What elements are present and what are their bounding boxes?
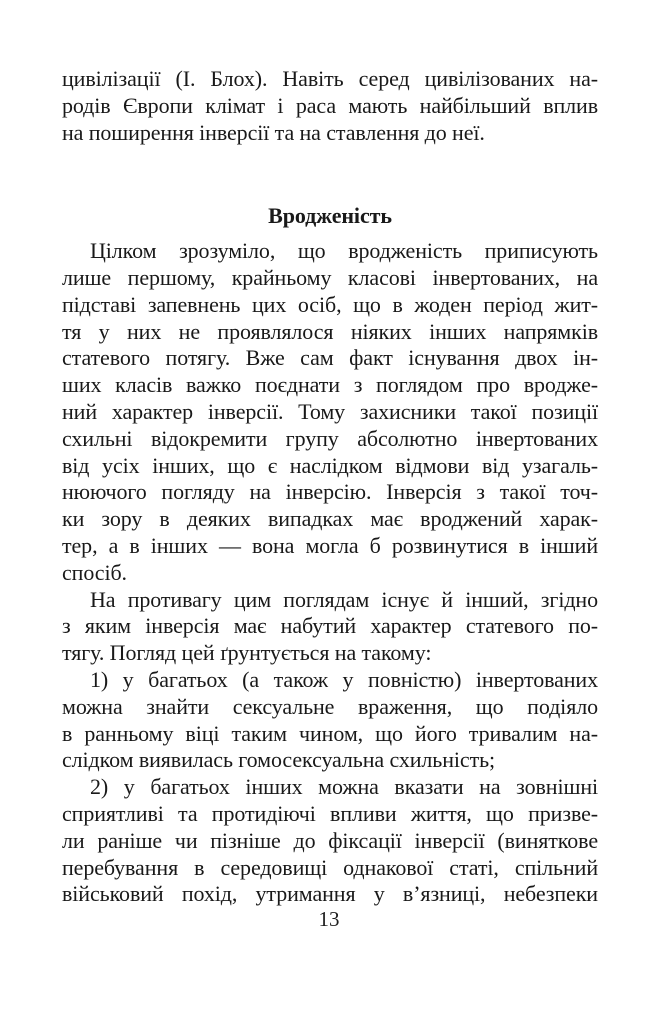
text-line: тягу. Погляд цей ґрунтується на такому: (62, 640, 432, 666)
text-line: можна знайти сексуальне враження, що подіяло (62, 693, 598, 719)
paragraph-innateness-first-class (62, 238, 598, 586)
text-line: лише першому, крайньому класові інвертованих, на (62, 264, 598, 290)
text-line: родів Європи клімат і раса мають найбільший вплив (62, 92, 598, 118)
text-line: спосіб. (62, 559, 127, 585)
paragraph-climate-continuation (62, 66, 598, 146)
text-line: слідком виявилась гомосексуальна схильність; (62, 747, 496, 773)
text-line: ших класів важко поєднати з поглядом про вродже- (62, 372, 598, 398)
text-line: 1) у багатьох (а також у повністю) інвертованих (90, 666, 598, 692)
list-item-2-external-influences (62, 774, 598, 908)
text-line: Цілком зрозуміло, що вродженість приписують (90, 238, 598, 264)
text-line: статевого потягу. Вже сам факт існування двох ін- (62, 345, 598, 371)
text-line: сприятливі та протидіючі впливи життя, що призве- (62, 800, 598, 826)
text-line: На противагу цим поглядам існує й інший, згідно (90, 586, 598, 612)
text-line: військовий похід, утримання у в’язниці, небезпеки (62, 881, 598, 907)
text-line: з яким інверсія має набутий характер статевого по- (62, 613, 598, 639)
page-number: 13 (318, 907, 340, 931)
text-line: ли раніше чи пізніше до фіксації інверсії (виняткове (62, 827, 598, 853)
text-line: ки зору в деяких випадках має вроджений харак- (62, 506, 598, 532)
text-line: схильні відокремити групу абсолютно інвертованих (62, 425, 598, 451)
text-line: цивілізації (І. Блох). Навіть серед цивілізованих на- (62, 66, 598, 91)
text-block (62, 66, 598, 908)
text-line: тя у них не проявлялося ніяких інших напрямків (62, 318, 598, 344)
text-line: на поширення інверсії та на ставлення до неї. (62, 119, 485, 145)
paragraph-acquired-character (62, 587, 598, 667)
text-line: в ранньому віці таким чином, що його тривалим на- (62, 720, 598, 746)
text-line: нюючого погляду на інверсію. Інверсія з такої точ- (62, 479, 598, 505)
text-line: від усіх інших, що є наслідком відмови від узагаль- (62, 452, 598, 478)
section-heading-innateness: Вродженість (268, 203, 392, 229)
text-line: тер, а в інших — вона могла б розвинутися в інший (62, 532, 598, 558)
text-line: 2) у багатьох інших можна вказати на зовнішні (90, 774, 598, 800)
text-line: підставі запевнень цих осіб, що в жоден період жит- (62, 291, 598, 317)
text-line: ний характер інверсії. Тому захисники такої позиції (62, 398, 598, 424)
text-line: перебування в середовищі однакової статі, спільний (62, 854, 598, 880)
list-item-1-sexual-impression (62, 667, 598, 774)
